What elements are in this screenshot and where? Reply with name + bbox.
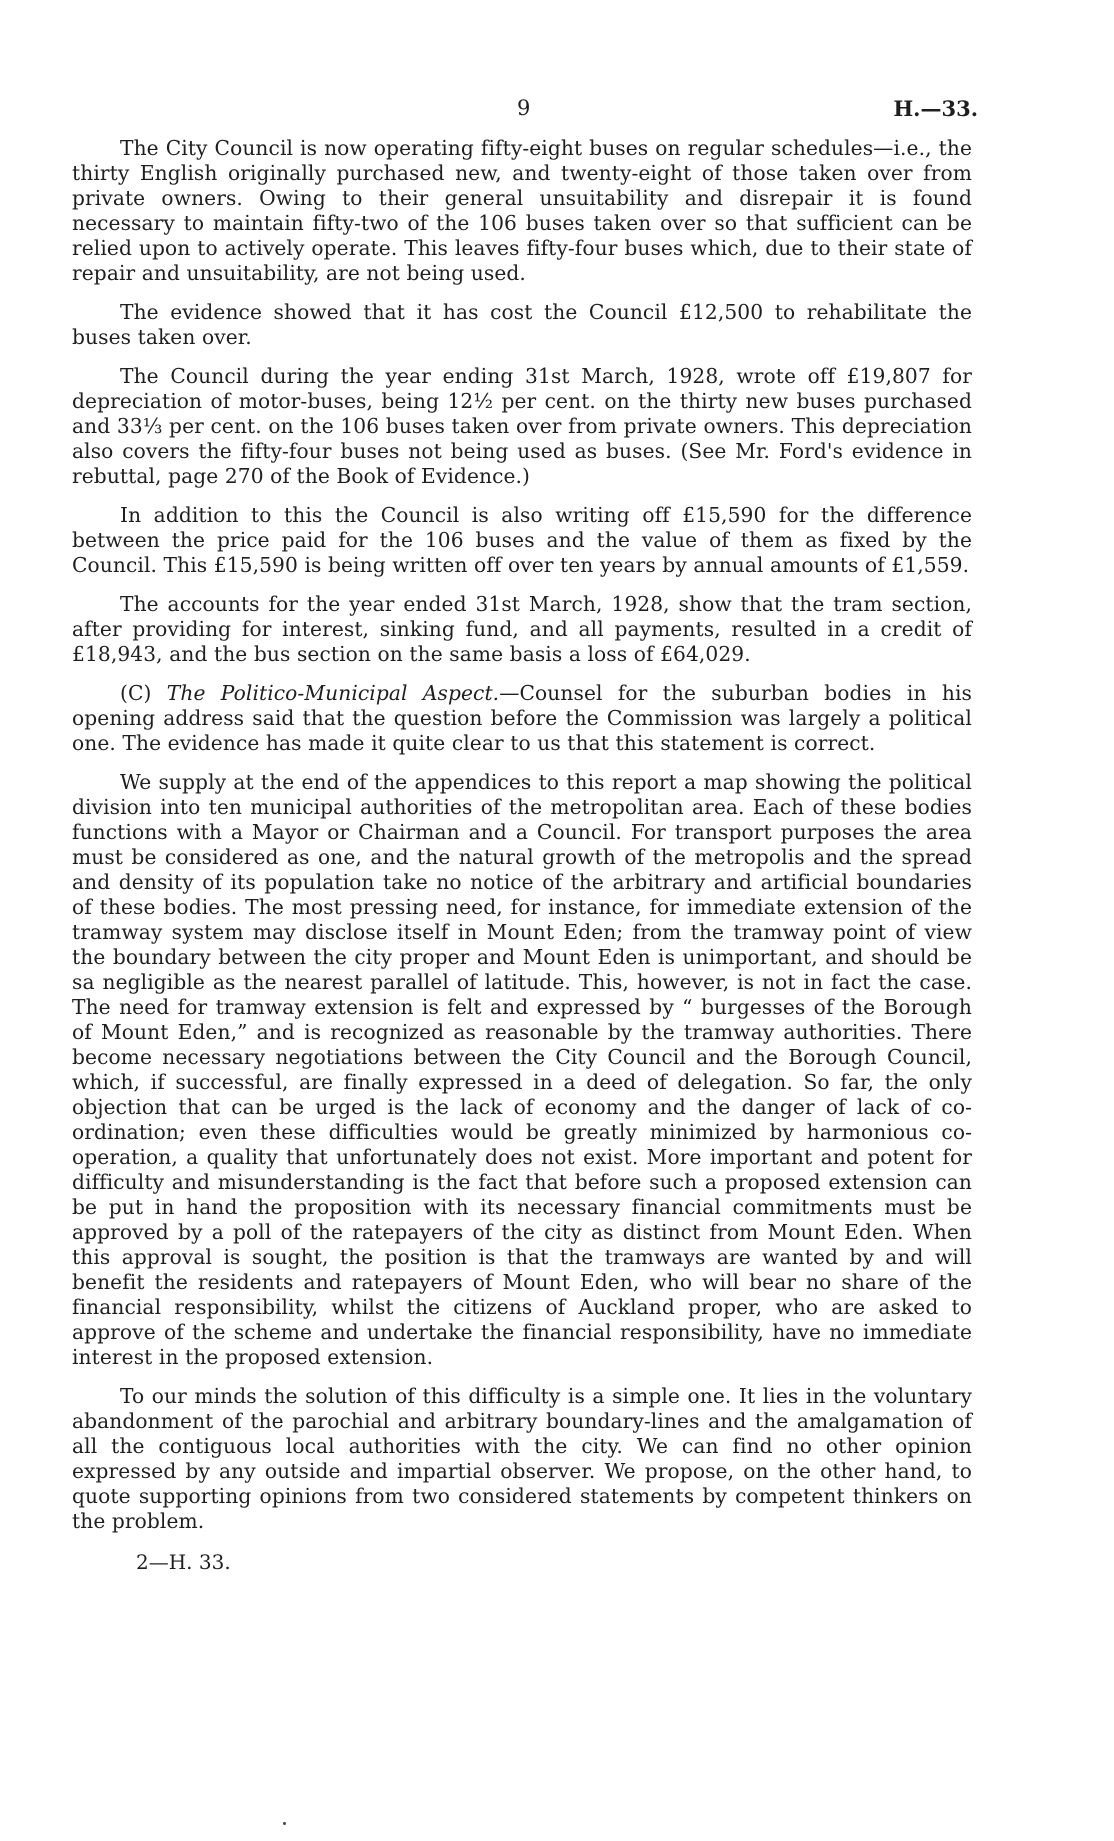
paragraph-rehabilitation-cost: The evidence showed that it has cost the Council £12,500 to rehabilitate the buses taken over. xyxy=(72,300,972,349)
page-number: 9 xyxy=(517,96,531,120)
page-header xyxy=(72,96,978,136)
paragraph-buses-operating: The City Council is now operating fifty-eight buses on regular schedules—i.e., the thirty English originally purchased new, and twenty-eight of those taken over from private owners. Owing to their general unsuitability and disrepair it is found necessary to maintain fifty-two of the 106 buses taken over so that sufficient can be relied upon to actively operate. This leaves fifty-four buses which, due to their state of repair and unsuitability, are not being used. xyxy=(72,136,972,285)
paragraph-depreciation: The Council during the year ending 31st March, 1928, wrote off £19,807 for depreciation of motor-buses, being 12½ per cent. on the thirty new buses purchased and 33⅓ per cent. on the 106 buses taken over from private owners. This depreciation also covers the fifty-four buses not being used as buses. (See Mr. Ford's evidence in rebuttal, page 270 of the Book of Evidence.) xyxy=(72,364,972,488)
paragraph-write-off: In addition to this the Council is also writing off £15,590 for the difference between the price paid for the 106 buses and the value of them as fixed by the Council. This £15,590 is being written off over ten years by annual amounts of £1,559. xyxy=(72,503,972,577)
document-reference: H.—33. xyxy=(893,96,978,121)
paragraph-solution: To our minds the solution of this difficulty is a simple one. It lies in the voluntary abandonment of the parochial and arbitrary boundary-lines and the amalgamation of all the contiguous local authorities with the city. We can find no other opinion expressed by any outside and impartial observer. We propose, on the other hand, to quote supporting opinions from two considered statements by competent thinkers on the problem. xyxy=(72,1384,972,1533)
section-heading: The Politico-Municipal Aspect. xyxy=(166,681,500,705)
paragraph-political-division: We supply at the end of the appendices to this report a map showing the political division into ten municipal authorities of the metropolitan area. Each of these bodies functions with a Mayor or Chairman and a Council. For transport purposes the area must be considered as one, and the natural growth of the metropolis and the spread and density of its population take no notice of the arbitrary and artificial boundaries of these bodies. The most pressing need, for instance, for immediate extension of the tramway system may disclose itself in Mount Eden; from the tramway point of view the boundary between the city proper and Mount Eden is unimportant, and should be sa negligible as the nearest parallel of latitude. This, however, is not in fact the case. The need for tramway extension is felt and expressed by “ burgesses of the Borough of Mount Eden,” and is recognized as reasonable by the tramway authorities. There become necessary negotiations between the City Council and the Borough Council, which, if successful, are finally expressed in a deed of delegation. So far, the only objection that can be urged is the lack of economy and the danger of lack of co-ordination; even these difficulties would be greatly minimized by harmonious co-operation, a quality that unfortunately does not exist. More important and potent for difficulty and misunderstanding is the fact that before such a proposed extension can be put in hand the proposition with its necessary financial commitments must be approved by a poll of the ratepayers of the city as distinct from Mount Eden. When this approval is sought, the position is that the tramways are wanted by and will benefit the residents and ratepayers of Mount Eden, who will bear no share of the financial responsibility, whilst the citizens of Auckland proper, who are asked to approve of the scheme and undertake the financial responsibility, have no immediate interest in the proposed extension. xyxy=(72,770,972,1369)
paragraph-section-c xyxy=(72,681,972,756)
document-page xyxy=(72,96,978,1574)
section-c-text: —Counsel for the suburban bodies in his opening address said that the question before the Commission was largely a political one. The evidence has made it quite clear to us that this statement is correct. xyxy=(72,681,972,755)
section-label: (C) xyxy=(120,681,152,705)
sheet-signature: 2—H. 33. xyxy=(136,1550,231,1574)
paragraph-accounts: The accounts for the year ended 31st March, 1928, show that the tram section, after providing for interest, sinking fund, and all payments, resulted in a credit of £18,943, and the bus section on the same basis a loss of £64,029. xyxy=(72,592,972,666)
stray-mark xyxy=(283,1822,286,1825)
